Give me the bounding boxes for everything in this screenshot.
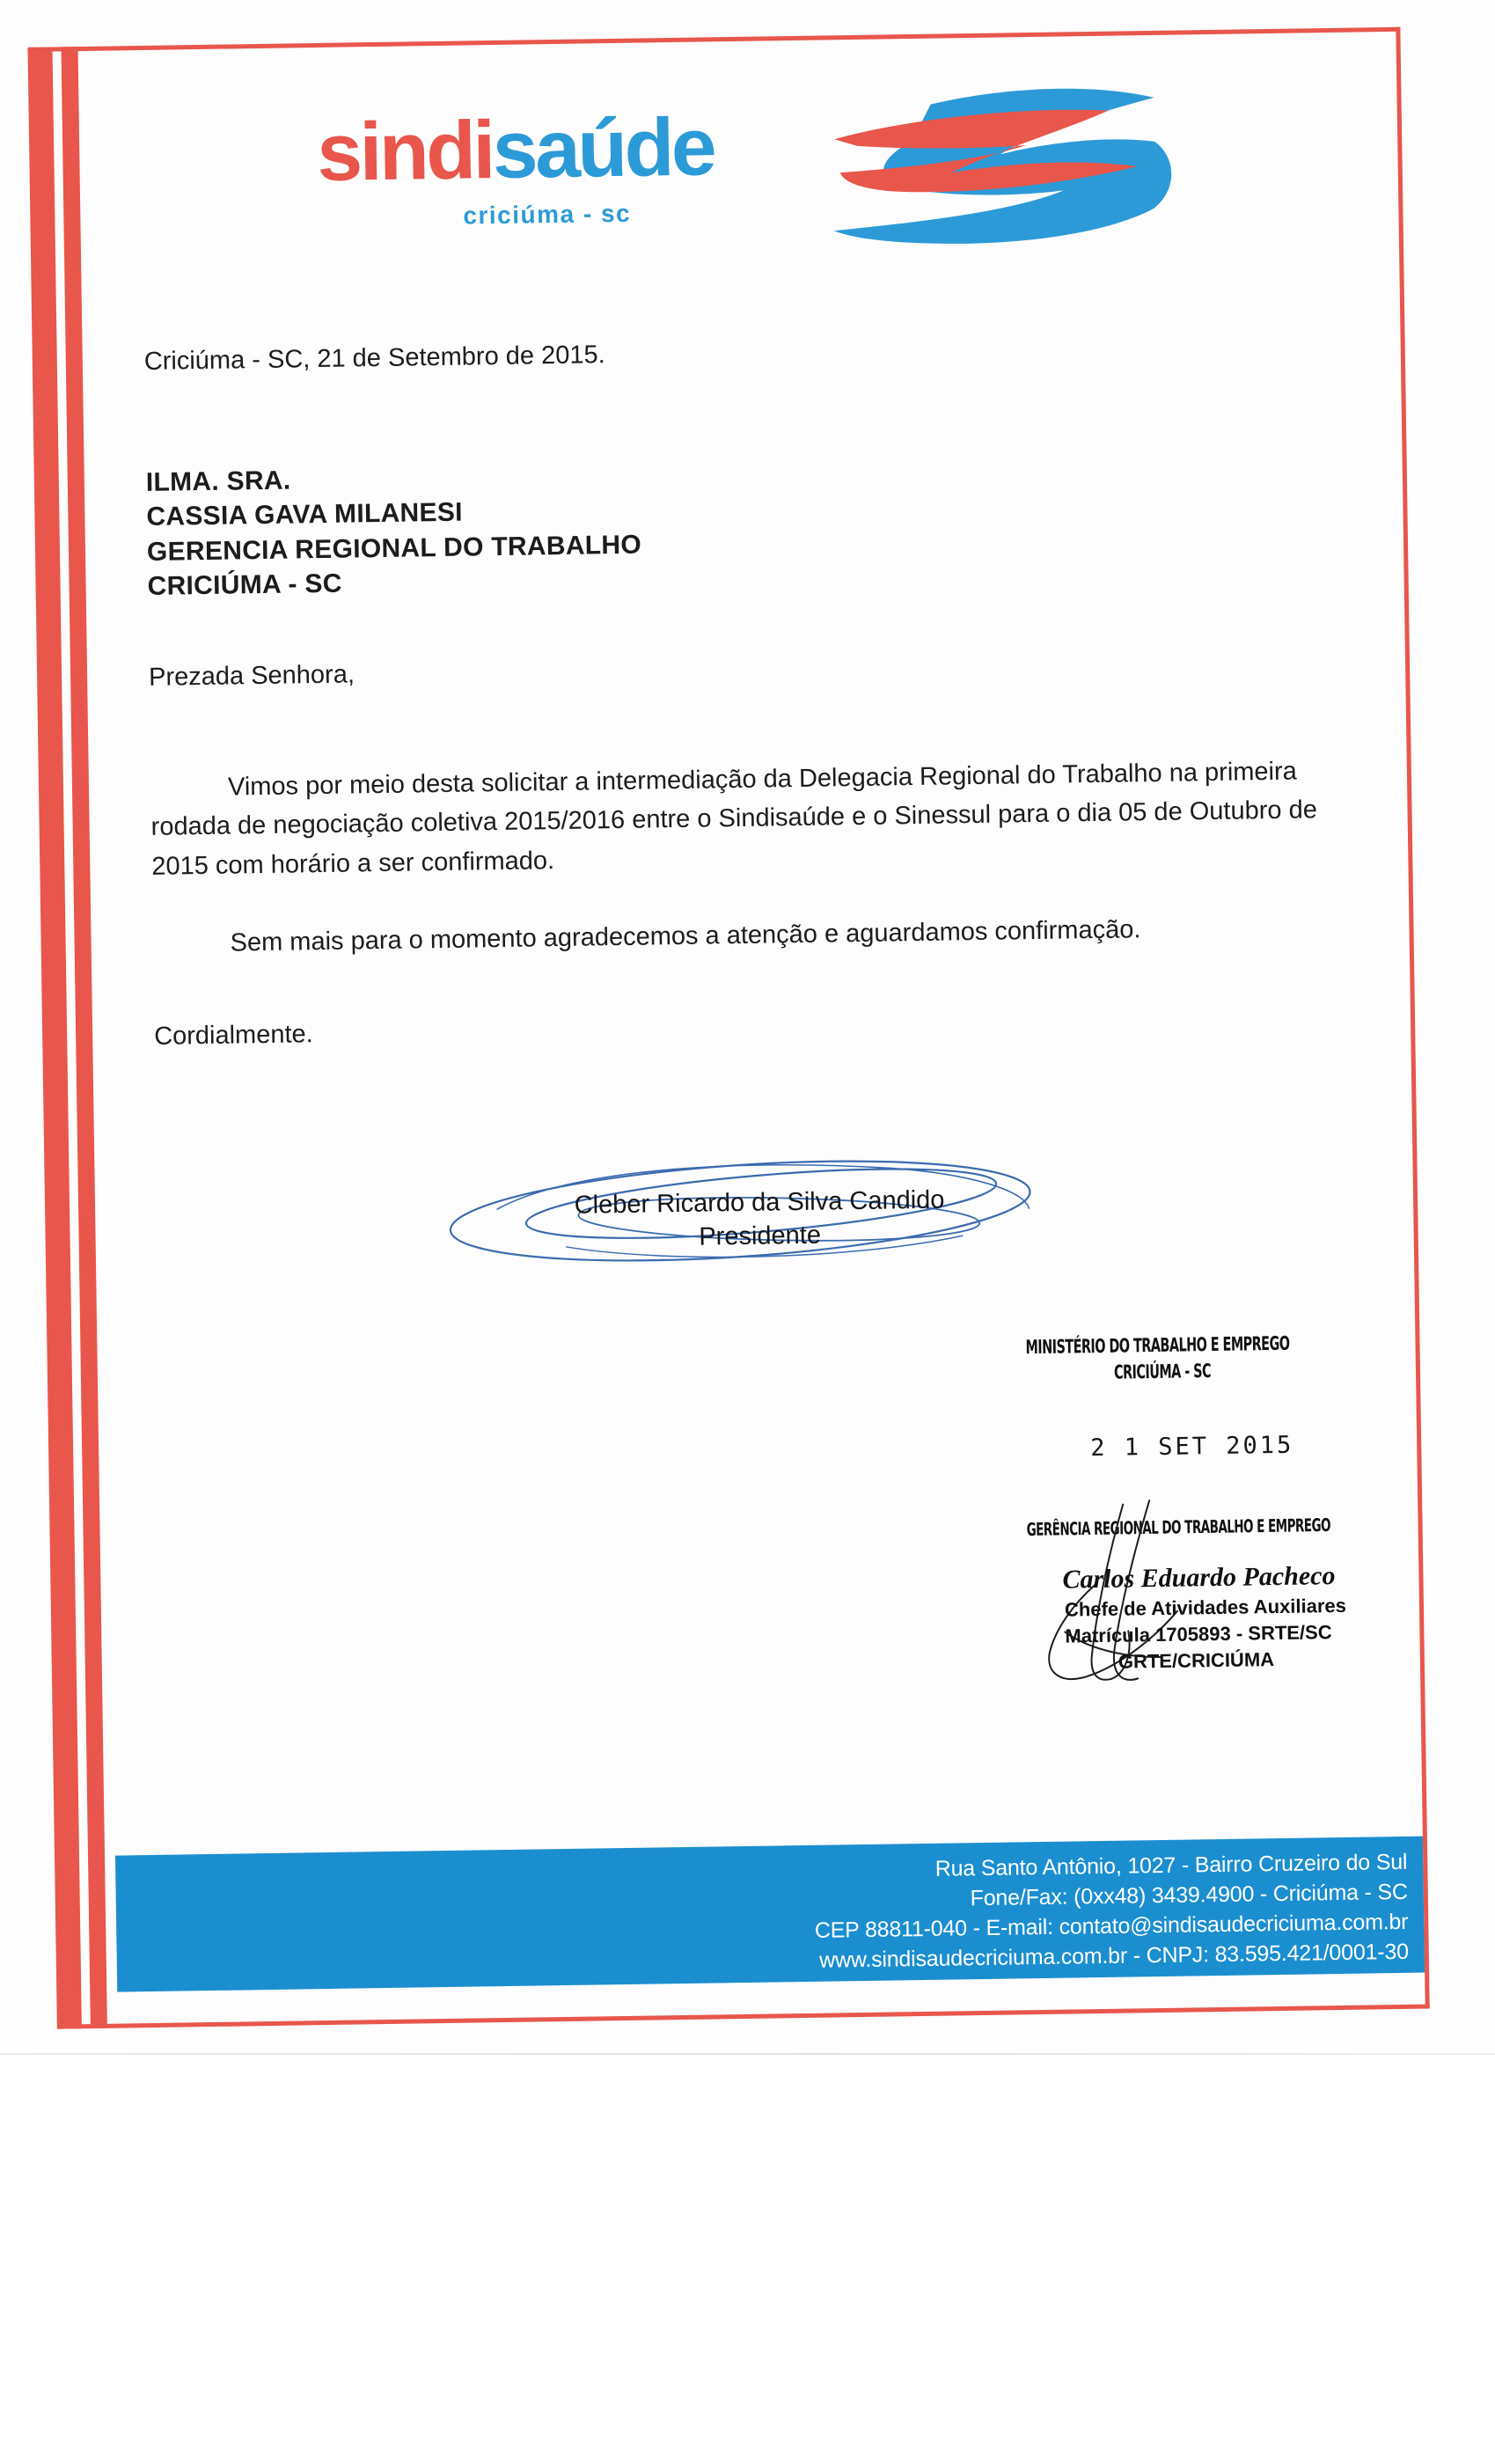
letter-body bbox=[144, 325, 1387, 1056]
logo-wordmark bbox=[316, 100, 715, 199]
closing-line: Cordialmente. bbox=[153, 1019, 313, 1051]
recipient-line-name: CASSIA GAVA MILANESI bbox=[146, 497, 463, 532]
ministry-stamp-area bbox=[972, 1321, 1400, 1697]
page-background-below-scan bbox=[0, 2055, 1495, 2464]
signature-role: Presidente bbox=[699, 1221, 822, 1251]
footer-website-cnpj: www.sindisaudecriciuma.com.br - CNPJ: 83.595.421/0001-30 bbox=[818, 1939, 1409, 1973]
footer-phone: Fone/Fax: (0xx48) 3439.4900 - Criciúma - SC bbox=[970, 1879, 1408, 1911]
stamp-officer-name: Carlos Eduardo Pacheco bbox=[1062, 1561, 1336, 1595]
recipient-block bbox=[146, 447, 1380, 605]
logo-tagline: criciúma - sc bbox=[463, 199, 632, 230]
stamp-officer-unit: GRTE/CRICIÚMA bbox=[1118, 1648, 1275, 1673]
swoosh-logo-icon bbox=[826, 76, 1198, 253]
footer-email: CEP 88811-040 - E-mail: contato@sindisaudecriciuma.com.br bbox=[814, 1909, 1409, 1943]
recipient-line-org: GERENCIA REGIONAL DO TRABALHO bbox=[146, 530, 642, 567]
date-line: Criciúma - SC, 21 de Setembro de 2015. bbox=[143, 341, 605, 376]
logo-word-primary: sindi bbox=[316, 104, 494, 199]
paragraph-closing: Sem mais para o momento agradecemos a atenção e aguardamos confirmação. bbox=[230, 914, 1141, 957]
stamp-grte-title: GERÊNCIA REGIONAL DO TRABALHO E EMPREGO bbox=[1026, 1514, 1331, 1541]
stamp-received-date: 2 1 SET 2015 bbox=[1090, 1431, 1294, 1463]
page-border-right bbox=[1396, 27, 1429, 2009]
stamp-officer-role: Chefe de Atividades Auxiliares bbox=[1064, 1594, 1347, 1621]
logo-word-secondary: saúde bbox=[492, 100, 715, 196]
footer-contact-block bbox=[814, 1847, 1409, 1976]
paragraph-request: Vimos por meio desta solicitar a intermediação da Delegacia Regional do Trabalho na primeira rodada de negociação coletiva 2015/2016 entre o Sindisaúde e o Sinessul para o dia 05 de Outubro de 2015 com horário a ser confirmado. bbox=[150, 757, 1318, 881]
stamp-ministry-title: MINISTÉRIO DO TRABALHO E EMPREGO bbox=[1025, 1331, 1290, 1359]
signature-block bbox=[451, 1181, 1069, 1295]
letterhead bbox=[299, 92, 1207, 259]
stamp-ministry-city: CRICIÚMA - SC bbox=[1113, 1359, 1212, 1384]
stamp-officer-registry: Matrícula 1705893 - SRTE/SC bbox=[1065, 1621, 1332, 1647]
footer-address: Rua Santo Antônio, 1027 - Bairro Cruzeiro do Sul bbox=[934, 1849, 1408, 1881]
page-border-bottom bbox=[57, 2004, 1430, 2028]
salutation: Prezada Senhora, bbox=[148, 660, 355, 692]
signature-name: Cleber Ricardo da Silva Candido bbox=[574, 1185, 945, 1220]
recipient-line-title: ILMA. SRA. bbox=[145, 465, 291, 497]
footer-band bbox=[115, 1837, 1425, 1992]
page-border-top bbox=[28, 27, 1401, 52]
recipient-line-city: CRICIÚMA - SC bbox=[147, 568, 342, 602]
